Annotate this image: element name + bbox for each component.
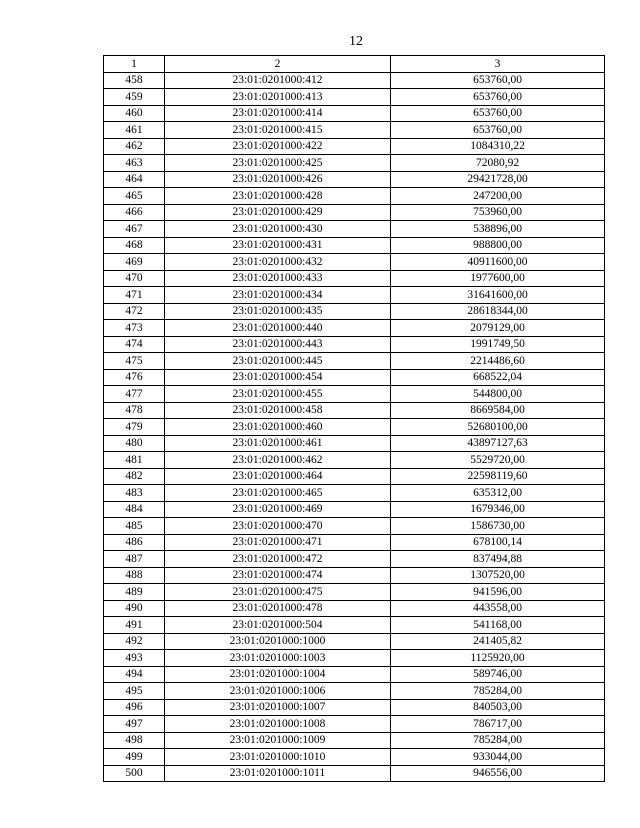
table-row <box>104 600 605 617</box>
table-row <box>104 584 605 601</box>
row-index-cell: 477 <box>104 386 165 403</box>
row-index-cell: 499 <box>104 749 165 766</box>
cadastral-number-cell: 23:01:0201000:429 <box>165 204 391 221</box>
table-row <box>104 501 605 518</box>
cadastral-number-cell: 23:01:0201000:434 <box>165 287 391 304</box>
table-row <box>104 699 605 716</box>
table-row <box>104 732 605 749</box>
cadastral-number-cell: 23:01:0201000:464 <box>165 468 391 485</box>
cadastral-number-cell: 23:01:0201000:504 <box>165 617 391 634</box>
cadastral-value-cell: 2214486,60 <box>391 353 605 370</box>
table-row <box>104 204 605 221</box>
table-row <box>104 221 605 238</box>
cadastral-number-cell: 23:01:0201000:1006 <box>165 683 391 700</box>
cadastral-value-cell: 1125920,00 <box>391 650 605 667</box>
row-index-cell: 491 <box>104 617 165 634</box>
table-row <box>104 188 605 205</box>
row-index-cell: 490 <box>104 600 165 617</box>
cadastral-value-cell: 31641600,00 <box>391 287 605 304</box>
cadastral-value-cell: 837494,88 <box>391 551 605 568</box>
table-row <box>104 567 605 584</box>
table-row <box>104 617 605 634</box>
row-index-cell: 469 <box>104 254 165 271</box>
cadastral-value-cell: 786717,00 <box>391 716 605 733</box>
cadastral-value-cell: 5529720,00 <box>391 452 605 469</box>
table-row <box>104 254 605 271</box>
cadastral-value-cell: 538896,00 <box>391 221 605 238</box>
row-index-cell: 482 <box>104 468 165 485</box>
cadastral-number-cell: 23:01:0201000:1000 <box>165 633 391 650</box>
row-index-cell: 498 <box>104 732 165 749</box>
cadastral-value-cell: 653760,00 <box>391 105 605 122</box>
row-index-cell: 460 <box>104 105 165 122</box>
cadastral-number-cell: 23:01:0201000:425 <box>165 155 391 172</box>
cadastral-number-cell: 23:01:0201000:470 <box>165 518 391 535</box>
cadastral-number-cell: 23:01:0201000:472 <box>165 551 391 568</box>
cadastral-value-cell: 988800,00 <box>391 237 605 254</box>
table-row <box>104 303 605 320</box>
row-index-cell: 465 <box>104 188 165 205</box>
cadastral-value-cell: 241405,82 <box>391 633 605 650</box>
cadastral-value-table <box>103 55 605 782</box>
row-index-cell: 464 <box>104 171 165 188</box>
cadastral-number-cell: 23:01:0201000:430 <box>165 221 391 238</box>
row-index-cell: 463 <box>104 155 165 172</box>
column-header-2: 2 <box>165 56 391 73</box>
cadastral-number-cell: 23:01:0201000:435 <box>165 303 391 320</box>
table-row <box>104 716 605 733</box>
cadastral-value-cell: 785284,00 <box>391 732 605 749</box>
cadastral-value-cell: 941596,00 <box>391 584 605 601</box>
cadastral-number-cell: 23:01:0201000:422 <box>165 138 391 155</box>
cadastral-number-cell: 23:01:0201000:471 <box>165 534 391 551</box>
cadastral-value-cell: 946556,00 <box>391 765 605 782</box>
row-index-cell: 479 <box>104 419 165 436</box>
table-row <box>104 320 605 337</box>
table-row <box>104 353 605 370</box>
table-row <box>104 534 605 551</box>
row-index-cell: 480 <box>104 435 165 452</box>
cadastral-value-cell: 28618344,00 <box>391 303 605 320</box>
cadastral-value-cell: 1586730,00 <box>391 518 605 535</box>
cadastral-number-cell: 23:01:0201000:443 <box>165 336 391 353</box>
row-index-cell: 472 <box>104 303 165 320</box>
cadastral-number-cell: 23:01:0201000:462 <box>165 452 391 469</box>
cadastral-number-cell: 23:01:0201000:433 <box>165 270 391 287</box>
table-body <box>104 72 605 782</box>
row-index-cell: 468 <box>104 237 165 254</box>
table-row <box>104 287 605 304</box>
table-row <box>104 485 605 502</box>
cadastral-number-cell: 23:01:0201000:469 <box>165 501 391 518</box>
row-index-cell: 473 <box>104 320 165 337</box>
row-index-cell: 492 <box>104 633 165 650</box>
cadastral-value-cell: 1977600,00 <box>391 270 605 287</box>
row-index-cell: 466 <box>104 204 165 221</box>
cadastral-number-cell: 23:01:0201000:426 <box>165 171 391 188</box>
table-row <box>104 105 605 122</box>
page-number: 12 <box>349 34 363 49</box>
cadastral-value-cell: 653760,00 <box>391 122 605 139</box>
table-row <box>104 72 605 89</box>
row-index-cell: 478 <box>104 402 165 419</box>
row-index-cell: 470 <box>104 270 165 287</box>
cadastral-value-cell: 52680100,00 <box>391 419 605 436</box>
cadastral-number-cell: 23:01:0201000:445 <box>165 353 391 370</box>
table-row <box>104 270 605 287</box>
row-index-cell: 476 <box>104 369 165 386</box>
table-row <box>104 386 605 403</box>
row-index-cell: 474 <box>104 336 165 353</box>
row-index-cell: 500 <box>104 765 165 782</box>
cadastral-number-cell: 23:01:0201000:465 <box>165 485 391 502</box>
row-index-cell: 483 <box>104 485 165 502</box>
cadastral-number-cell: 23:01:0201000:1007 <box>165 699 391 716</box>
cadastral-number-cell: 23:01:0201000:461 <box>165 435 391 452</box>
cadastral-value-cell: 29421728,00 <box>391 171 605 188</box>
table-row <box>104 683 605 700</box>
cadastral-value-cell: 1991749,50 <box>391 336 605 353</box>
row-index-cell: 486 <box>104 534 165 551</box>
cadastral-number-cell: 23:01:0201000:1008 <box>165 716 391 733</box>
cadastral-number-cell: 23:01:0201000:1010 <box>165 749 391 766</box>
row-index-cell: 493 <box>104 650 165 667</box>
row-index-cell: 462 <box>104 138 165 155</box>
cadastral-number-cell: 23:01:0201000:1004 <box>165 666 391 683</box>
table-row <box>104 369 605 386</box>
cadastral-value-cell: 544800,00 <box>391 386 605 403</box>
cadastral-number-cell: 23:01:0201000:431 <box>165 237 391 254</box>
cadastral-value-cell: 785284,00 <box>391 683 605 700</box>
cadastral-number-cell: 23:01:0201000:414 <box>165 105 391 122</box>
cadastral-value-cell: 653760,00 <box>391 89 605 106</box>
row-index-cell: 496 <box>104 699 165 716</box>
cadastral-value-cell: 443558,00 <box>391 600 605 617</box>
cadastral-number-cell: 23:01:0201000:475 <box>165 584 391 601</box>
row-index-cell: 497 <box>104 716 165 733</box>
cadastral-number-cell: 23:01:0201000:460 <box>165 419 391 436</box>
column-header-1: 1 <box>104 56 165 73</box>
cadastral-number-cell: 23:01:0201000:432 <box>165 254 391 271</box>
row-index-cell: 494 <box>104 666 165 683</box>
cadastral-value-cell: 668522,04 <box>391 369 605 386</box>
row-index-cell: 461 <box>104 122 165 139</box>
cadastral-value-cell: 678100,14 <box>391 534 605 551</box>
table-row <box>104 122 605 139</box>
row-index-cell: 484 <box>104 501 165 518</box>
cadastral-number-cell: 23:01:0201000:1009 <box>165 732 391 749</box>
row-index-cell: 488 <box>104 567 165 584</box>
cadastral-value-cell: 933044,00 <box>391 749 605 766</box>
cadastral-value-cell: 43897127,63 <box>391 435 605 452</box>
table-row <box>104 551 605 568</box>
cadastral-number-cell: 23:01:0201000:428 <box>165 188 391 205</box>
cadastral-number-cell: 23:01:0201000:458 <box>165 402 391 419</box>
cadastral-value-cell: 1084310,22 <box>391 138 605 155</box>
cadastral-number-cell: 23:01:0201000:1003 <box>165 650 391 667</box>
cadastral-value-cell: 247200,00 <box>391 188 605 205</box>
table-row <box>104 666 605 683</box>
cadastral-value-cell: 753960,00 <box>391 204 605 221</box>
cadastral-value-cell: 653760,00 <box>391 72 605 89</box>
row-index-cell: 495 <box>104 683 165 700</box>
column-number-row <box>104 56 605 73</box>
cadastral-number-cell: 23:01:0201000:474 <box>165 567 391 584</box>
cadastral-value-cell: 8669584,00 <box>391 402 605 419</box>
cadastral-value-cell: 541168,00 <box>391 617 605 634</box>
row-index-cell: 471 <box>104 287 165 304</box>
table-row <box>104 452 605 469</box>
table-row <box>104 402 605 419</box>
cadastral-number-cell: 23:01:0201000:455 <box>165 386 391 403</box>
row-index-cell: 458 <box>104 72 165 89</box>
cadastral-value-cell: 1679346,00 <box>391 501 605 518</box>
row-index-cell: 459 <box>104 89 165 106</box>
cadastral-number-cell: 23:01:0201000:440 <box>165 320 391 337</box>
cadastral-value-cell: 40911600,00 <box>391 254 605 271</box>
table-row <box>104 435 605 452</box>
row-index-cell: 489 <box>104 584 165 601</box>
table-row <box>104 419 605 436</box>
cadastral-value-cell: 2079129,00 <box>391 320 605 337</box>
table-row <box>104 89 605 106</box>
table-row <box>104 518 605 535</box>
cadastral-number-cell: 23:01:0201000:1011 <box>165 765 391 782</box>
cadastral-number-cell: 23:01:0201000:413 <box>165 89 391 106</box>
cadastral-value-cell: 1307520,00 <box>391 567 605 584</box>
table-row <box>104 155 605 172</box>
cadastral-number-cell: 23:01:0201000:478 <box>165 600 391 617</box>
cadastral-number-cell: 23:01:0201000:412 <box>165 72 391 89</box>
cadastral-value-cell: 589746,00 <box>391 666 605 683</box>
table-row <box>104 138 605 155</box>
row-index-cell: 485 <box>104 518 165 535</box>
row-index-cell: 475 <box>104 353 165 370</box>
column-header-3: 3 <box>391 56 605 73</box>
row-index-cell: 467 <box>104 221 165 238</box>
row-index-cell: 481 <box>104 452 165 469</box>
table-row <box>104 171 605 188</box>
table-row <box>104 336 605 353</box>
row-index-cell: 487 <box>104 551 165 568</box>
cadastral-value-cell: 72080,92 <box>391 155 605 172</box>
table-row <box>104 650 605 667</box>
cadastral-value-cell: 635312,00 <box>391 485 605 502</box>
cadastral-number-cell: 23:01:0201000:415 <box>165 122 391 139</box>
table-row <box>104 468 605 485</box>
table-row <box>104 749 605 766</box>
cadastral-number-cell: 23:01:0201000:454 <box>165 369 391 386</box>
table-row <box>104 633 605 650</box>
table-row <box>104 765 605 782</box>
cadastral-value-cell: 840503,00 <box>391 699 605 716</box>
table-row <box>104 237 605 254</box>
cadastral-value-cell: 22598119,60 <box>391 468 605 485</box>
